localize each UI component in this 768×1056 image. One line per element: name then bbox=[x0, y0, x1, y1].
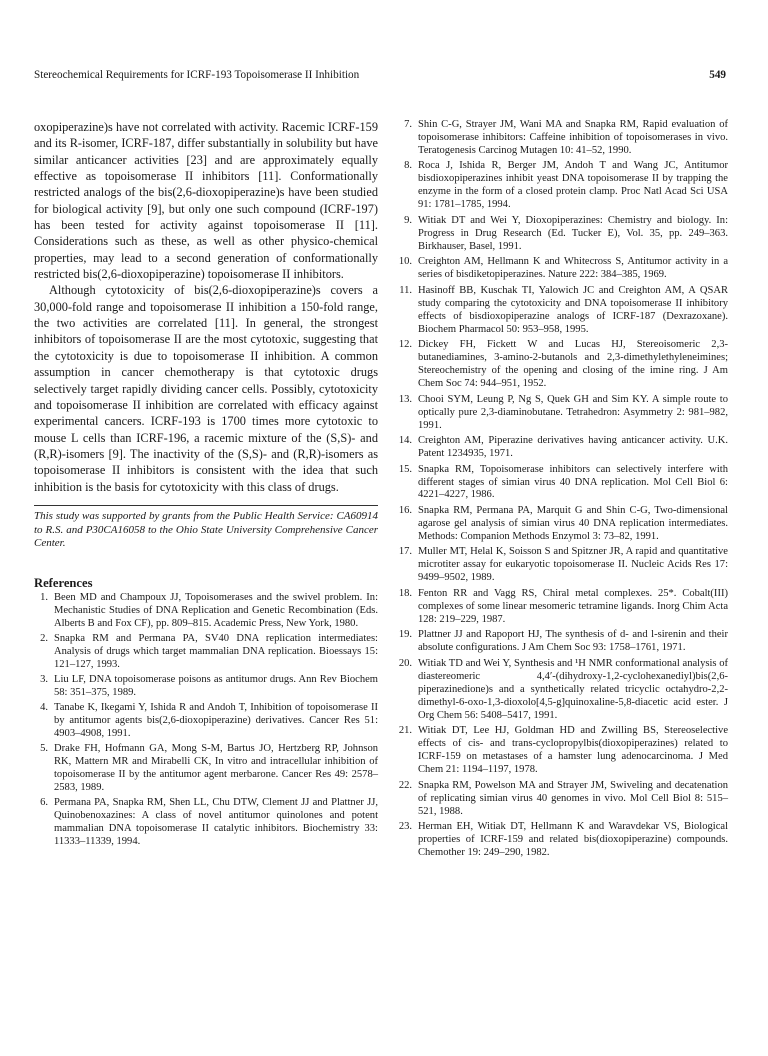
reference-entry bbox=[398, 629, 728, 655]
page-number: 549 bbox=[709, 69, 726, 81]
body-paragraph: Although cytotoxicity of bis(2,6-dioxopiperazine)s covers a 30,000-fold range and topoisomerase II inhibition a 150-fold range, the two activities are correlated [11]. In general, the strongest inhibitors of topoisomerase II are the most cytotoxic, suggesting that the cytotoxicity is due to topoisomerase II inhibition. A common assumption in cancer chemotherapy is that cytotoxic drugs selectively target rapidly dividing cancer cells. Possibly, cytotoxicity and topoisomerase II inhibition are correlated with efficacy against experimental cancers. ICRF-193 is 1700 times more cytotoxic to mouse L cells than ICRF-196, a racemic mixture of the (S,S)- and (R,R)-isomers [9]. The inactivity of the (S,S)- and (R,R)-isomers as topoisomerase II inhibitors is consistent with the idea that such inhibition is the basis for cytotoxicity with this class of drugs. bbox=[34, 283, 378, 494]
reference-text: Creighton AM, Hellmann K and Whitecross S, Antitumor activity in a series of bisdiketopiperazines. Nature 222: 384–385, 1969. bbox=[418, 256, 728, 281]
reference-text: Witiak TD and Wei Y, Synthesis and ¹H NMR conformational analysis of diastereomeric 4,4′-(dihydroxy-1,2-cyclohexanediyl)bis(2,6-piperazinedione)s and a synthetically related tricyclic octahydro-2,2-dimethyl-6-oxo-1,3-dioxolo[4,5-g]quinoxaline-5,8-diacetic acid ester. J Org Chem 56: 5408–5417, 1991. bbox=[418, 657, 728, 721]
reference-entry bbox=[398, 588, 728, 627]
reference-entry bbox=[398, 505, 728, 544]
reference-entry bbox=[398, 339, 728, 391]
reference-number: 8. bbox=[404, 160, 412, 172]
reference-text: Fenton RR and Vagg RS, Chiral metal complexes. 25*. Cobalt(III) complexes of some linear mesomeric tetramine ligands. Inorg Chim Acta 128: 219–229, 1987. bbox=[418, 587, 728, 625]
reference-number: 6. bbox=[40, 797, 48, 809]
reference-entry bbox=[398, 546, 728, 585]
reference-entry bbox=[398, 215, 728, 254]
reference-number: 3. bbox=[40, 674, 48, 686]
reference-text: Shin C-G, Strayer JM, Wani MA and Snapka RM, Rapid evaluation of topoisomerase inhibitors: Caffeine inhibition of topoisomerases in vivo. Teratogenesis Carcinog Mutagen 10: 41–52, 1990. bbox=[418, 119, 728, 156]
reference-text: Permana PA, Snapka RM, Shen LL, Chu DTW, Clement JJ and Plattner JJ, Quinobenoxazines: A class of novel antitumor quinolones and potent mammalian DNA topoisomerase II catalytic inhibitors. Biochemistry 33: 11333–11339, 1994. bbox=[54, 797, 378, 848]
references-heading: References bbox=[34, 576, 93, 591]
reference-text: Creighton AM, Piperazine derivatives having anticancer activity. U.K. Patent 1234935, 1971. bbox=[418, 435, 728, 460]
reference-number: 21. bbox=[398, 725, 412, 737]
reference-number: 10. bbox=[398, 256, 412, 268]
right-column bbox=[398, 119, 728, 863]
reference-number: 7. bbox=[404, 119, 412, 130]
reference-entry bbox=[34, 797, 378, 849]
body-paragraph: oxopiperazine)s have not correlated with activity. Racemic ICRF-159 and its R-isomer, ICRF-187, differ substantially in solubility but have similar anticancer activities [23] and are approximately equally effective as topoisomerase II inhibitors [11]. Conformationally restricted analogs of the bis(2,6-dioxopiperazine)s have been studied for biological activity [9], but only one such compound (ICRF-197) has been tested for activity against topoisomerase II [11]. Considerations such as these, as well as other physico-chemical properties, may lead to a second generation of conformationally restricted bis(2,6-dioxopiperazine) topoisomerase II inhibitors. bbox=[34, 120, 378, 282]
reference-text: Hasinoff BB, Kuschak TI, Yalowich JC and Creighton AM, A QSAR study comparing the cytotoxicity and DNA topoisomerase II inhibitory effects of bisdioxopiperazine analogs of ICRF-187 (Dexrazoxane). Biochem Pharmacol 50: 953–958, 1995. bbox=[418, 284, 728, 335]
reference-number: 14. bbox=[398, 435, 412, 447]
reference-entry bbox=[398, 821, 728, 860]
reference-number: 16. bbox=[398, 505, 412, 517]
reference-text: Tanabe K, Ikegami Y, Ishida R and Andoh T, Inhibition of topoisomerase II by antitumor agents bis(2,6-dioxopiperazine) derivatives. Cancer Res 51: 4903–4908, 1991. bbox=[54, 702, 378, 740]
reference-number: 15. bbox=[398, 463, 412, 475]
reference-number: 12. bbox=[398, 339, 412, 351]
reference-entry bbox=[398, 285, 728, 337]
reference-text: Roca J, Ishida R, Berger JM, Andoh T and Wang JC, Antitumor bisdioxopiperazines inhibit yeast DNA topoisomerase II by trapping the enzyme in the form of a closed protein clamp. Proc Natl Acad Sci USA 91: 1781–1785, 1994. bbox=[418, 160, 728, 211]
reference-number: 13. bbox=[398, 393, 412, 405]
reference-entry bbox=[398, 780, 728, 819]
reference-number: 22. bbox=[398, 779, 412, 791]
reference-text: Muller MT, Helal K, Soisson S and Spitzner JR, A rapid and quantitative microtiter assay for eukaryotic topoisomerase II. Nucleic Acids Res 17: 9499–9502, 1989. bbox=[418, 546, 728, 584]
reference-entry bbox=[34, 743, 378, 795]
reference-text: Herman EH, Witiak DT, Hellmann K and Waravdekar VS, Biological properties of ICRF-159 and related bis(dioxopiperazine) compounds. Chemother 19: 249–290, 1982. bbox=[418, 821, 728, 859]
reference-text: Been MD and Champoux JJ, Topoisomerases and the swivel problem. In: Mechanistic Studies of DNA Replication and Genetic Recombination (Eds. Alberts B and Fox CF), pp. 809–815. Academic Press, New York, 1980. bbox=[54, 592, 378, 629]
reference-text: Witiak DT, Lee HJ, Goldman HD and Zwilling BS, Stereoselective effects of cis- and trans-cyclopropylbis(dioxopiperazines) related to ICRF-159 on metastases of a hamster lung adenocarcinoma. J Med Chem 21: 1194–1197, 1978. bbox=[418, 725, 728, 776]
reference-number: 5. bbox=[40, 743, 48, 755]
reference-number: 17. bbox=[398, 546, 412, 558]
reference-text: Plattner JJ and Rapoport HJ, The synthesis of d- and l-sirenin and their absolute configurations. J Am Chem Soc 93: 1758–1761, 1971. bbox=[418, 629, 728, 654]
reference-number: 4. bbox=[40, 702, 48, 714]
reference-entry bbox=[398, 725, 728, 777]
reference-entry bbox=[34, 674, 378, 700]
reference-entry bbox=[34, 592, 378, 631]
reference-number: 9. bbox=[404, 214, 412, 226]
reference-number: 2. bbox=[40, 633, 48, 645]
reference-text: Snapka RM, Topoisomerase inhibitors can selectively interfere with different stages of simian virus 40 DNA replication. Mol Cell Biol 6: 4221–4227, 1986. bbox=[418, 463, 728, 501]
acknowledgment-note: This study was supported by grants from the Public Health Service: CA60914 to R.S. and P30CA16058 to the Ohio State University Comprehensive Cancer Center. bbox=[34, 509, 378, 550]
reference-number: 18. bbox=[398, 587, 412, 599]
reference-number: 20. bbox=[398, 657, 412, 669]
reference-entry bbox=[398, 464, 728, 503]
reference-entry bbox=[34, 633, 378, 672]
reference-entry bbox=[398, 119, 728, 158]
reference-entry bbox=[398, 256, 728, 282]
reference-entry bbox=[398, 435, 728, 461]
running-head-title: Stereochemical Requirements for ICRF-193 Topoisomerase II Inhibition bbox=[34, 69, 360, 81]
reference-text: Snapka RM, Powelson MA and Strayer JM, Swiveling and decatenation of replicating simian virus 40 genomes in vivo. Mol Cell Biol 8: 515–521, 1988. bbox=[418, 779, 728, 817]
reference-text: Snapka RM and Permana PA, SV40 DNA replication intermediates: Analysis of drugs which target mammalian DNA replication. Bioessays 15: 121–127, 1993. bbox=[54, 633, 378, 670]
reference-text: Drake FH, Hofmann GA, Mong S-M, Bartus JO, Hertzberg RP, Johnson RK, Mattern MR and Mirabelli CK, In vitro and intracellular inhibition of topoisomerase II by the antitumor agent merbarone. Cancer Res 49: 2578–2583, 1989. bbox=[54, 743, 378, 794]
reference-number: 11. bbox=[399, 284, 412, 296]
left-column bbox=[34, 119, 378, 851]
reference-entry bbox=[398, 160, 728, 212]
reference-number: 23. bbox=[398, 821, 412, 833]
reference-number: 19. bbox=[398, 629, 412, 641]
reference-entry bbox=[398, 394, 728, 433]
reference-text: Witiak DT and Wei Y, Dioxopiperazines: Chemistry and biology. In: Progress in Drug Research (Ed. Tucker E), Vol. 35, pp. 249–363. Birkhauser, Basel, 1991. bbox=[418, 214, 728, 252]
reference-text: Snapka RM, Permana PA, Marquit G and Shin C-G, Two-dimensional agarose gel analysis of simian virus 40 DNA replication intermediates. Methods: Companion Methods Enzymol 3: 73–82, 1991. bbox=[418, 505, 728, 542]
reference-list-left bbox=[34, 592, 378, 849]
reference-entry bbox=[398, 658, 728, 723]
reference-list-right bbox=[398, 119, 728, 860]
running-head bbox=[34, 66, 726, 84]
reference-number: 1. bbox=[40, 592, 48, 604]
reference-text: Liu LF, DNA topoisomerase poisons as antitumor drugs. Ann Rev Biochem 58: 351–375, 1989. bbox=[54, 674, 378, 699]
reference-text: Chooi SYM, Leung P, Ng S, Quek GH and Sim KY. A simple route to optically pure 2,3-diaminobutane. Tetrahedron: Asymmetry 2: 981–982, 1991. bbox=[418, 393, 728, 431]
reference-text: Dickey FH, Fickett W and Lucas HJ, Stereoisomeric 2,3-butanediamines, 3-amino-2-butanols and 2,3-dimethylethyleneimines; Stereochemistry of the opening and closing of the imine ring. J Am Chem Soc 74: 944–951, 1952. bbox=[418, 339, 728, 390]
footnote-divider bbox=[34, 505, 378, 506]
reference-entry bbox=[34, 702, 378, 741]
